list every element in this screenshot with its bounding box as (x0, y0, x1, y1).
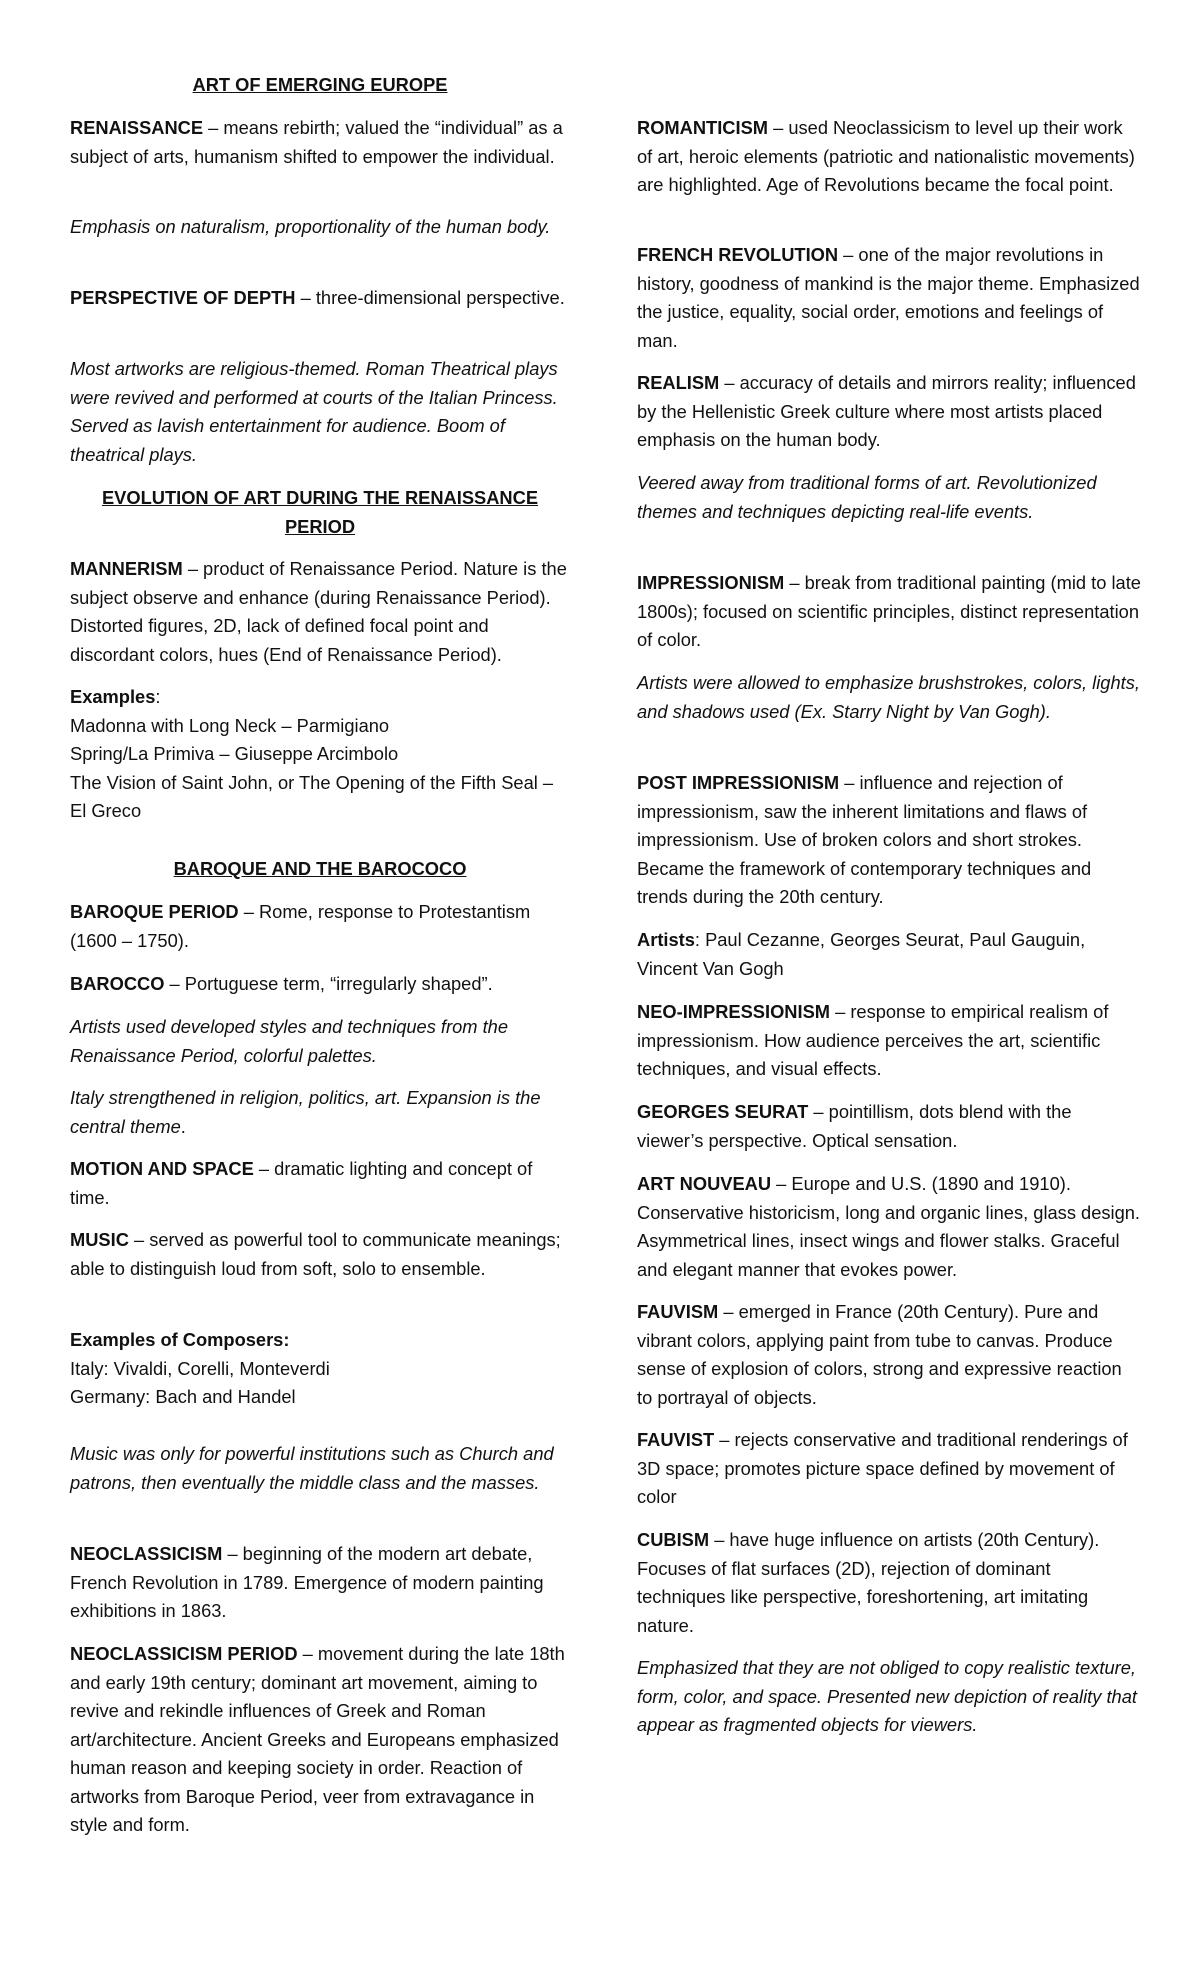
fauvist-term: FAUVIST (637, 1429, 715, 1450)
artists-term: Artists (637, 929, 695, 950)
examples-colon: : (155, 686, 161, 707)
neoclassicism-period-paragraph (70, 1640, 570, 1840)
seurat-paragraph (637, 1098, 1142, 1155)
composers-block (70, 1326, 570, 1412)
art-nouveau-term: ART NOUVEAU (637, 1173, 772, 1194)
example-item: The Vision of Saint John, or The Opening of the Fifth Seal – El Greco (70, 771, 554, 821)
evolution-heading: EVOLUTION OF ART DURING THE RENAISSANCE PERIOD (101, 487, 539, 537)
realism-text: – accuracy of details and mirrors reality; influenced by the Hellenistic Greek culture where most artists placed emphasis on the human body. (637, 372, 1136, 450)
perspective-note: Most artworks are religious-themed. Roman Theatrical plays were revived and performed at courts of the Italian Princess. Served as lavish entertainment for audience. Boom of theatrical plays. (70, 358, 558, 465)
renaissance-term: RENAISSANCE (70, 117, 204, 138)
neoclassicism-period-text: – movement during the late 18th and early 19th century; dominant art movement, aiming to revive and rekindle influences of Greek and Roman art/architecture. Ancient Greeks and Europeans emphasized human reason and keeping society in order. Reaction of artworks from Baroque Period, veer from extravagance in style and form. (70, 1643, 565, 1835)
barocco-note-2-paragraph (70, 1084, 570, 1141)
renaissance-text: – means rebirth; valued the “individual” as a subject of arts, humanism shifted to empower the individual. (70, 117, 563, 167)
baroque-period-term: BAROQUE PERIOD (70, 901, 239, 922)
cubism-paragraph (637, 1526, 1142, 1640)
mannerism-text: – product of Renaissance Period. Nature is the subject observe and enhance (during Renaissance Period). Distorted figures, 2D, lack of defined focal point and discordant colors, hues (End of Renaissance Period). (70, 558, 567, 665)
fauvist-paragraph (637, 1426, 1142, 1512)
artists-text: : Paul Cezanne, Georges Seurat, Paul Gauguin, Vincent Van Gogh (637, 929, 1086, 979)
romanticism-paragraph (637, 114, 1142, 200)
baroque-period-paragraph (70, 898, 570, 955)
perspective-term: PERSPECTIVE OF DEPTH (70, 287, 296, 308)
motion-paragraph (70, 1155, 570, 1212)
composer-item: Germany: Bach and Handel (70, 1386, 296, 1407)
barocco-paragraph (70, 970, 570, 999)
neo-impressionism-term: NEO-IMPRESSIONISM (637, 1001, 830, 1022)
composer-item: Italy: Vivaldi, Corelli, Monteverdi (70, 1357, 330, 1379)
french-revolution-paragraph (637, 241, 1142, 355)
neoclassicism-paragraph (70, 1540, 570, 1626)
seurat-term: GEORGES SEURAT (637, 1101, 809, 1122)
barocco-term: BAROCCO (70, 973, 165, 994)
music-paragraph (70, 1226, 570, 1283)
fauvism-paragraph (637, 1298, 1142, 1412)
impressionism-term: IMPRESSIONISM (637, 572, 785, 593)
post-impressionism-term: POST IMPRESSIONISM (637, 772, 840, 793)
post-impressionism-paragraph (637, 769, 1142, 912)
examples-label: Examples (70, 686, 156, 707)
art-nouveau-paragraph (637, 1170, 1142, 1284)
cubism-text: – have huge influence on artists (20th Century). Focuses of flat surfaces (2D), rejection of dominant techniques like perspective, foreshortening, art imitating nature. (637, 1529, 1100, 1636)
art-nouveau-text: – Europe and U.S. (1890 and 1910). Conservative historicism, long and organic lines, glass design. Asymmetrical lines, insect wings and flower stalks. Graceful and elegant manner that evokes power. (637, 1173, 1140, 1280)
music-text: – served as powerful tool to communicate meanings; able to distinguish loud from soft, solo to ensemble. (70, 1229, 561, 1279)
document-title: ART OF EMERGING EUROPE (192, 74, 448, 95)
cubism-term: CUBISM (637, 1529, 710, 1550)
barocco-note-2-end: . (180, 1115, 186, 1137)
mannerism-term: MANNERISM (70, 558, 183, 579)
barocco-note-2: Italy strengthened in religion, politics, art. Expansion is the central theme (70, 1087, 541, 1137)
perspective-text: – three-dimensional perspective. (295, 287, 565, 308)
perspective-paragraph (70, 284, 570, 313)
motion-term: MOTION AND SPACE (70, 1158, 254, 1179)
fauvist-text: – rejects conservative and traditional renderings of 3D space; promotes picture space defined by movement of color (637, 1429, 1128, 1507)
french-revolution-text: – one of the major revolutions in history, goodness of mankind is the major theme. Emphasized the justice, equality, social order, emotions and feelings of man. (637, 244, 1140, 351)
example-item: Madonna with Long Neck – Parmigiano (70, 714, 390, 736)
fauvism-text: – emerged in France (20th Century). Pure and vibrant colors, applying paint from tube to canvas. Produce sense of explosion of colors, strong and expressive reaction to portrayal of objects. (637, 1301, 1122, 1408)
baroque-period-text: – Rome, response to Protestantism (1600 – 1750). (70, 901, 531, 951)
renaissance-paragraph (70, 114, 570, 171)
cubism-note: Emphasized that they are not obliged to copy realistic texture, form, color, and space. Presented new depiction of reality that appear as fragmented objects for viewers. (637, 1657, 1137, 1735)
realism-note: Veered away from traditional forms of art. Revolutionized themes and techniques depicting real-life events. (637, 472, 1097, 522)
composers-label: Examples of Composers: (70, 1329, 290, 1350)
example-item: Spring/La Primiva – Giuseppe Arcimbolo (70, 743, 399, 764)
neo-impressionism-paragraph (637, 998, 1142, 1084)
renaissance-note: Emphasis on naturalism, proportionality of the human body. (70, 216, 551, 237)
barocco-text: – Portuguese term, “irregularly shaped”. (164, 973, 493, 994)
french-revolution-term: FRENCH REVOLUTION (637, 244, 839, 265)
motion-text: – dramatic lighting and concept of time. (70, 1158, 533, 1208)
romanticism-term: ROMANTICISM (637, 117, 769, 138)
barocco-note-1: Artists used developed styles and techniques from the Renaissance Period, colorful palettes. (70, 1016, 508, 1066)
realism-paragraph (637, 369, 1142, 455)
neo-impressionism-text: – response to empirical realism of impressionism. How audience perceives the art, scientific techniques, and visual effects. (637, 1001, 1109, 1079)
fauvism-term: FAUVISM (637, 1301, 719, 1322)
neoclassicism-text: – beginning of the modern art debate, French Revolution in 1789. Emergence of modern painting exhibitions in 1863. (70, 1543, 544, 1621)
music-note: Music was only for powerful institutions such as Church and patrons, then eventually the middle class and the masses. (70, 1443, 554, 1493)
seurat-text: – pointillism, dots blend with the viewer’s perspective. Optical sensation. (637, 1101, 1072, 1151)
artists-paragraph (637, 926, 1142, 983)
baroque-heading: BAROQUE AND THE BAROCOCO (173, 858, 467, 879)
neoclassicism-term: NEOCLASSICISM (70, 1543, 223, 1564)
romanticism-text: – used Neoclassicism to level up their work of art, heroic elements (patriotic and nationalistic movements) are highlighted. Age of Revolutions became the focal point. (637, 117, 1135, 195)
realism-term: REALISM (637, 372, 720, 393)
impressionism-text: – break from traditional painting (mid to late 1800s); focused on scientific principles, distinct representation of color. (637, 572, 1141, 650)
music-term: MUSIC (70, 1229, 129, 1250)
mannerism-paragraph (70, 555, 570, 669)
impressionism-note: Artists were allowed to emphasize brushstrokes, colors, lights, and shadows used (Ex. Starry Night by Van Gogh). (637, 672, 1140, 722)
post-impressionism-text: – influence and rejection of impressionism, saw the inherent limitations and flaws of impressionism. Use of broken colors and short strokes. Became the framework of contemporary techniques and trends during the 20th century. (637, 772, 1092, 907)
neoclassicism-period-term: NEOCLASSICISM PERIOD (70, 1643, 298, 1664)
impressionism-paragraph (637, 569, 1142, 655)
examples-block (70, 683, 570, 826)
